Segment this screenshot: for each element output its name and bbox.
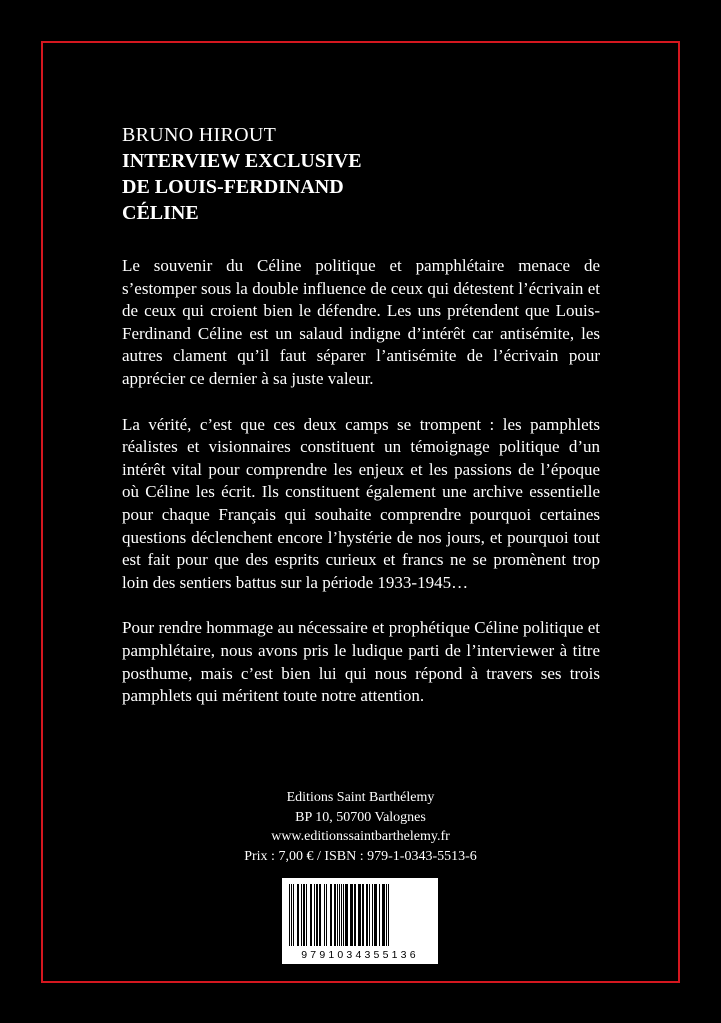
barcode-bar	[379, 884, 380, 946]
blurb-paragraph-1: Le souvenir du Céline politique et pamphlétaire menace de s’estomper sous la double influence de ceux qui détestent l’écrivain et de ceux qui croient bien le défendre. Les uns prétendent que Louis-Ferdinand Céline est un salaud indigne d’intérêt car antisémite, les autres clament qu’il faut séparer l’antisémite de l’écrivain pour apprécier ce dernier à sa juste valeur.	[122, 256, 600, 388]
publisher-info	[195, 788, 526, 866]
publisher-address: BP 10, 50700 Valognes	[295, 809, 426, 825]
barcode	[282, 878, 438, 964]
barcode-bar	[388, 884, 389, 946]
barcode-bar	[334, 884, 336, 946]
title-line-2: DE LOUIS-FERDINAND	[122, 176, 344, 198]
barcode-bar	[382, 884, 385, 946]
barcode-bar	[337, 884, 338, 946]
barcode-bar	[289, 884, 290, 946]
barcode-bar	[303, 884, 305, 946]
barcode-bar	[319, 884, 321, 946]
barcode-bar	[324, 884, 325, 946]
blurb-paragraph-3: Pour rendre hommage au nécessaire et prophétique Céline politique et pamphlétaire, nous avons pris le ludique parti de l’interviewer à titre posthume, mais c’est bien lui qui nous répond à travers ses trois pamphlets qui méritent toute notre attention.	[122, 618, 600, 706]
barcode-digits: 9791034355136	[301, 949, 419, 961]
barcode-bar	[314, 884, 315, 946]
barcode-bar	[293, 884, 294, 946]
barcode-bar	[362, 884, 364, 946]
barcode-bar	[372, 884, 373, 946]
barcode-bar	[310, 884, 312, 946]
title-line-1: INTERVIEW EXCLUSIVE	[122, 150, 362, 172]
barcode-bar	[350, 884, 353, 946]
barcode-bar	[291, 884, 292, 946]
barcode-bar	[297, 884, 299, 946]
publisher-website: www.editionssaintbarthelemy.fr	[271, 829, 450, 844]
barcode-bar	[354, 884, 356, 946]
barcode-bar	[369, 884, 370, 946]
publisher-name: Editions Saint Barthélemy	[286, 790, 435, 805]
barcode-bar	[341, 884, 342, 946]
title-line-3: CÉLINE	[122, 202, 199, 224]
barcode-bar	[386, 884, 387, 946]
barcode-bar	[345, 884, 348, 946]
barcode-graphic	[282, 878, 438, 964]
author-name: BRUNO HIROUT	[122, 124, 277, 146]
barcode-bar	[306, 884, 307, 946]
barcode-bar	[316, 884, 318, 946]
barcode-bar	[374, 884, 377, 946]
barcode-bar	[326, 884, 327, 946]
barcode-bar	[343, 884, 344, 946]
barcode-bar	[339, 884, 340, 946]
barcode-bar	[358, 884, 361, 946]
barcode-bar	[301, 884, 302, 946]
blurb-paragraph-2: La vérité, c’est que ces deux camps se trompent : les pamphlets réalistes et visionnaires constituent un témoignage politique d’un intérêt vital pour comprendre les enjeux et les passions de l’époque où Céline les écrit. Ils constituent également une archive essentielle pour chaque Français qui souhaite comprendre pourquoi certaines questions déclenchent encore l’hystérie de nos jours, et pourquoi tout est fait pour que des esprits curieux et francs ne se promènent trop loin des sentiers battus sur la période 1933-1945…	[122, 414, 600, 592]
barcode-bar	[366, 884, 368, 946]
price-isbn: Prix : 7,00 € / ISBN : 979-1-0343-5513-6	[244, 848, 477, 864]
text-block	[122, 122, 600, 708]
barcode-bar	[330, 884, 332, 946]
